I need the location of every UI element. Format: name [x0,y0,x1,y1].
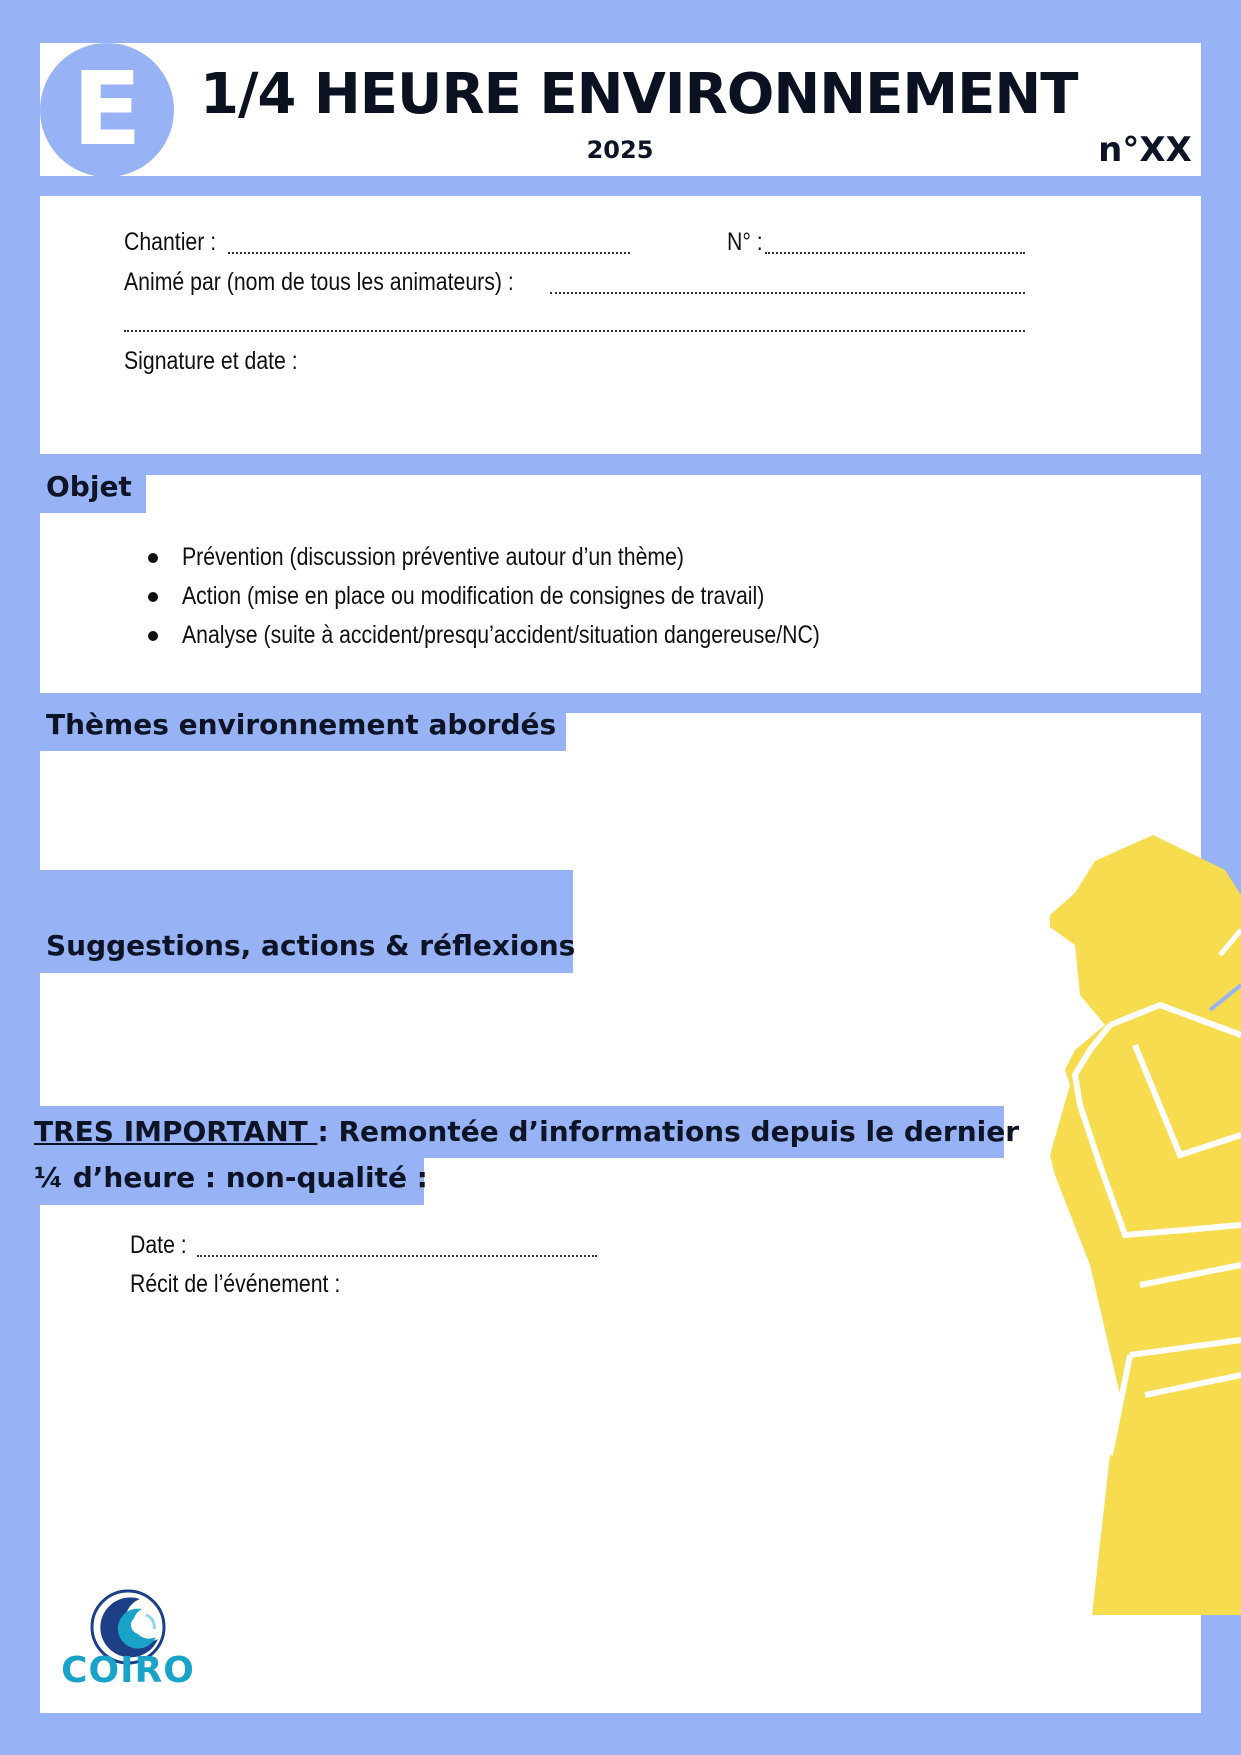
suggestions-area [40,973,1201,1105]
important-line-2: ¼ d’heure : non-qualité : [34,1155,424,1205]
signature-label: Signature et date : [124,347,298,375]
chantier-field[interactable] [228,252,630,254]
themes-panel [40,713,1201,1713]
sheet-number: n°XX [1098,130,1192,170]
page-title: 1/4 HEURE ENVIRONNEMENT [200,62,1078,127]
important-line-1 [34,1106,1020,1158]
year: 2025 [586,136,654,164]
worker-silhouette-icon [1050,835,1241,1615]
bullet-icon [148,631,158,641]
chantier-label: Chantier : [124,228,217,256]
date-label: Date : [130,1231,187,1259]
objet-list [140,538,932,655]
recit-label: Récit de l’événement : [130,1270,341,1298]
important-text: : Remontée d’informations depuis le dernier [317,1115,1020,1148]
objet-item-action: Action (mise en place ou modification de consignes de travail) [140,577,932,616]
numero-field[interactable] [765,252,1025,254]
anime-field[interactable] [550,292,1025,294]
important-label: TRES IMPORTANT [34,1115,318,1148]
anime-label: Animé par (nom de tous les animateurs) : [124,268,514,296]
objet-item-analyse: Analyse (suite à accident/presqu’accident/situation dangereuse/NC) [140,616,932,655]
e-badge-icon: E [40,43,174,177]
suggestions-heading: Suggestions, actions & réflexions [40,920,573,972]
logo-text: COIRO [61,1650,195,1691]
bullet-icon [148,553,158,563]
bullet-icon [148,592,158,602]
objet-heading: Objet [40,467,146,513]
objet-item-prevention: Prévention (discussion préventive autour d’un thème) [140,538,932,577]
themes-heading: Thèmes environnement abordés [40,705,566,751]
anime-field-continued[interactable] [124,330,1025,332]
numero-label: N° : [727,228,763,256]
date-field[interactable] [197,1255,597,1257]
